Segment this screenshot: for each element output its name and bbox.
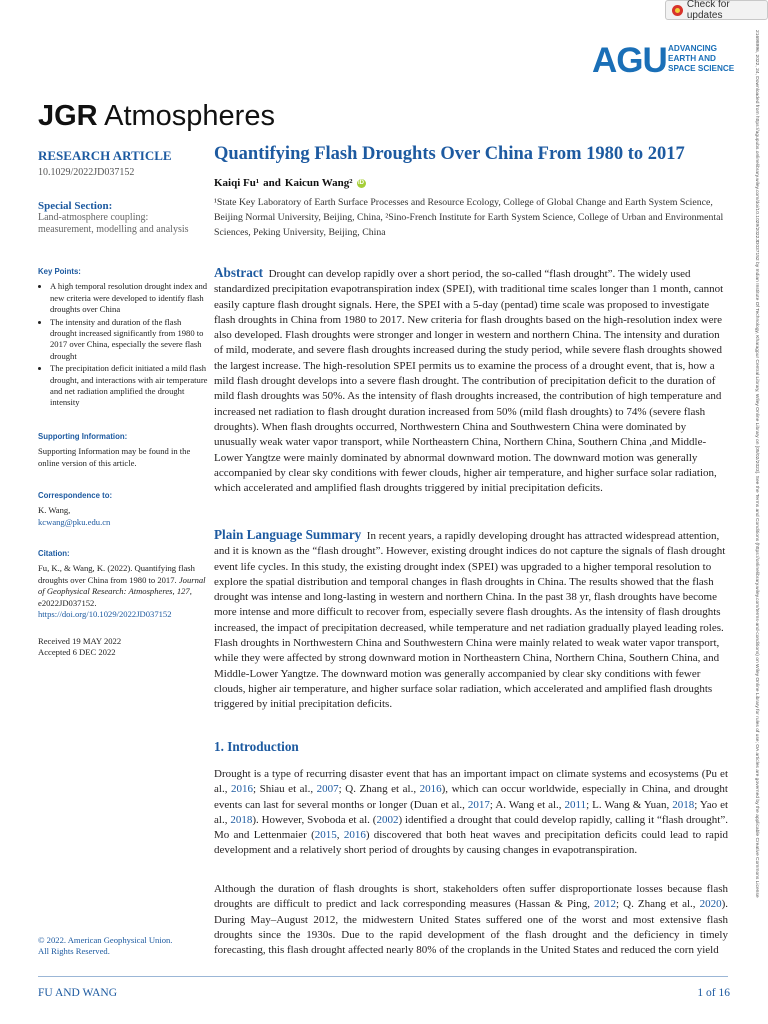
- intro-paragraph-1: [214, 767, 728, 859]
- paragraph-text: ; Q. Zhang et al.,: [338, 783, 420, 796]
- orcid-icon[interactable]: iD: [358, 180, 365, 186]
- paragraph-text: Although the duration of flash droughts is short, stakeholders often suffer disproportionate losses because flash droughts are difficult to predict and lack corresponding measures (Hassan & Ping,: [214, 883, 728, 911]
- citation-year-link[interactable]: 2012: [594, 898, 617, 911]
- paragraph-text: ; Yao et al.,: [214, 798, 729, 826]
- paragraph-text: ), which can occur worldwide, especially in China, and drought events can last for several months or longer (Duan et al.,: [214, 783, 728, 811]
- copyright-line: © 2022. American Geophysical Union.: [38, 935, 173, 945]
- paragraph-text: ) discovered that both heat waves and precipitation deficits could lead to rapid development and a relatively short period of droughts by causing changes in evapotranspiration.: [214, 829, 728, 857]
- citation: [38, 548, 210, 620]
- paragraph-text: ). During May–August 2012, the midwestern United States suffered one of the worst and most extensive flash droughts since the 1930s. Due to the rapid development of the flash drought and the deficiency in timely forecasting, this flash drought affected nearly 80% of the croplands in the United States and reduced the corn yield: [214, 898, 728, 957]
- intro-paragraph-2: [214, 882, 728, 958]
- correspondence-heading: Correspondence to:: [38, 491, 113, 500]
- citation-year-link[interactable]: 2016: [343, 829, 366, 842]
- journal-name: [38, 96, 275, 136]
- paragraph-text: ) identified a drought that could develop rapidly, calling it “flash drought”. Mo and Lettenmaier (: [214, 813, 728, 842]
- key-points-heading: Key Points:: [38, 267, 81, 276]
- citation-year-link[interactable]: 2011: [564, 798, 587, 811]
- introduction-heading: 1. Introduction: [214, 739, 299, 754]
- pls-heading: Plain Language Summary: [214, 527, 362, 542]
- paragraph-text: ; A. Wang et al.,: [489, 798, 565, 811]
- citation-doi-link[interactable]: https://doi.org/10.1029/2022JD037152: [38, 609, 172, 620]
- pls-text: In recent years, a rapidly developing drought has attracted widespread attention, and it is known as the “flash drought”. However, existing drought indices do not capture the signals of flash drought event life cycles. In this study, the existing drought index (SPEI) was upgraded to a higher temporal resolution to explore the spatial distribution and temporal changes in flash droughts in China. The results showed that the flash drought was intense and long-lasting in western and northern China. In the past 38 yr, flash droughts have become more intense and more difficult to recover from, especially severe flash droughts. As the intensity of flash droughts increased, the impact of precipitation decreased, while temperature and net radiation gradually played leading roles. Flash droughts in Northwestern China and Southwestern China were mainly related to weak water vapor transport, while they were affected by strong downward motion in Northeastern China, Northern China, Southern China, and Middle-Lower Yangtze. The downward motion was generally accompanied by clear sky conditions with fewer clouds, higher air temperature, and higher surface solar radiation, which accelerated and amplified flash droughts triggered by initial precipitation deficits.: [214, 530, 726, 711]
- citation-year-link[interactable]: 2018: [230, 813, 253, 826]
- dates: [38, 636, 210, 659]
- citation-text: [38, 563, 210, 620]
- citation-year-link[interactable]: 2002: [376, 813, 399, 826]
- plain-language-summary: [214, 527, 728, 713]
- author-list: [214, 177, 366, 189]
- footer-rule: [38, 976, 728, 977]
- citation-year-link[interactable]: 2016: [419, 783, 442, 796]
- agu-sub-line: EARTH AND: [668, 54, 716, 63]
- agu-sub-line: SPACE SCIENCE: [668, 64, 735, 73]
- citation-part: Fu, K., & Wang, K. (2022). Quantifying flash droughts over China from 1980 to 2017.: [38, 563, 195, 585]
- paragraph-text: ; Shiau et al.,: [252, 783, 317, 796]
- citation-volume: 127: [176, 586, 190, 597]
- author-name: Kaicun Wang²: [284, 177, 353, 189]
- check-for-updates-button[interactable]: [665, 0, 768, 20]
- supporting-info: [38, 431, 210, 469]
- copyright: [38, 935, 210, 958]
- key-points: [38, 266, 210, 410]
- citation-part: ,: [172, 586, 177, 597]
- journal-name-bold: JGR: [38, 100, 98, 132]
- special-section-text: Land-atmosphere coupling: measurement, modelling and analysis: [38, 212, 189, 235]
- check-for-updates-label: Check for updates: [686, 0, 730, 21]
- citation-journal: Journal of Geophysical Research: Atmospheres: [38, 574, 206, 597]
- citation-year-link[interactable]: 2018: [672, 798, 695, 811]
- agu-sub-line: ADVANCING: [668, 44, 717, 53]
- agu-logo: AGU: [592, 41, 667, 80]
- page-number: 1 of 16: [697, 987, 730, 999]
- article-type: RESEARCH ARTICLE: [38, 148, 172, 163]
- paragraph-text: ; L. Wang & Yuan,: [586, 798, 673, 811]
- crossmark-icon: [672, 5, 683, 16]
- citation-heading: Citation:: [38, 549, 70, 558]
- author-name: Kaiqi Fu¹: [214, 177, 260, 189]
- abstract-heading: Abstract: [214, 265, 264, 280]
- affiliations: ¹State Key Laboratory of Earth Surface Processes and Resource Ecology, College of Global Change and Earth System Science, Beijing Normal University, Beijing, China, ²Sino-French Institute for Earth System Science, College of Urban and Environmental Sciences, Peking University, Beijing, China: [214, 197, 724, 238]
- paragraph-text: ,: [336, 829, 344, 842]
- abstract-text: Drought can develop rapidly over a short period, the so-called “flash drought”. The widely used standardized precipitation evapotranspiration index (SPEI), with traditional time scales longer than 1 month, cannot easily capture flash drought signals. Here, the SPEI with a 5-day (pentad) time scale was proposed to investigate flash droughts in China from 1980 to 2017. New criteria for flash droughts based on the high-resolution index were also developed. Flash droughts were stronger and longer in western and northern China. The intensity and duration of mild, moderate, and severe flash droughts increased during the study period, while severe flash droughts showed the largest increase. The high-resolution SPEI permits us to examine the process of a drought event, that is, how a mild flash drought develops into a severe flash drought. The contribution of precipitation deficit to the duration of mild flash droughts was 50%. As the intensity of flash droughts increased, the contribution of high temperature and increased net radiation to flash drought duration increased from 50% (mild flash droughts) to 74% (severe flash droughts). When flash droughts occurred, Northwestern China and Southwestern China were dominated by unusually weak water vapor transport, while Northeastern China, Northern China, Southern China ,and Middle-Lower Yangtze were mainly dominated by abnormal downward motion. The downward motion was generally accompanied by clear sky conditions with fewer clouds, higher air temperature, and higher surface solar radiation, which accelerated and amplified flash droughts triggered by initial precipitation deficits.: [214, 268, 724, 495]
- article-doi: 10.1029/2022JD037152: [38, 167, 135, 178]
- agu-logo-subtitle: [668, 44, 734, 74]
- correspondence-name: K. Wang,: [38, 505, 71, 516]
- correspondence: [38, 490, 210, 528]
- supporting-info-text: Supporting Information may be found in the online version of this article.: [38, 446, 191, 468]
- copyright-line: All Rights Reserved.: [38, 946, 110, 957]
- accepted-date: Accepted 6 DEC 2022: [38, 647, 116, 658]
- citation-year-link[interactable]: 2016: [230, 783, 253, 796]
- author-conjunction: and: [263, 177, 281, 189]
- citation-year-link[interactable]: 2020: [699, 898, 722, 911]
- citation-part: , e2022JD037152.: [38, 586, 192, 608]
- special-section-heading: Special Section:: [38, 200, 113, 212]
- footer-authors: FU AND WANG: [38, 987, 118, 999]
- key-point: • The intensity and duration of the flash drought increased significantly from 1980 to 2017 over China, especially the severe flash drought: [50, 317, 210, 363]
- correspondence-email-link[interactable]: kcwang@pku.edu.cn: [38, 516, 111, 527]
- key-point: • A high temporal resolution drought index and new criteria were developed to identify flash droughts over China: [50, 281, 210, 315]
- received-date: Received 19 MAY 2022: [38, 636, 122, 646]
- citation-year-link[interactable]: 2017: [467, 798, 490, 811]
- abstract: [214, 265, 728, 496]
- download-notice-text: 21698996, 2022, 24, Downloaded from https://agupubs.onlinelibrary.wiley.com/doi/10.1029/2022JD037152 by Indian Institute Of Technology, Kharagpur Central Library, Wiley Online Library on [05/02/2023]. See the Terms and Conditions (https://onlinelibrary.wiley.com/terms-and-conditions) on Wiley Online Library for rules of use; OA articles are governed by the applicable Creative Commons License: [754, 30, 759, 898]
- citation-year-link[interactable]: 2015: [314, 829, 337, 842]
- article-title: Quantifying Flash Droughts Over China From 1980 to 2017: [214, 144, 685, 164]
- journal-name-rest: Atmospheres: [97, 100, 275, 132]
- paragraph-text: ). However, Svoboda et al. (: [252, 813, 377, 826]
- paragraph-text: ; Q. Zhang et al.,: [616, 898, 700, 911]
- key-point: • The precipitation deficit initiated a mild flash drought, and interactions with air temperature and net radiation amplified the drought intensity: [50, 363, 210, 409]
- download-notice: [747, 30, 761, 980]
- paragraph-text: Drought is a type of recurring disaster event that has an important impact on climate systems and ecosystems (Pu et al.,: [214, 768, 728, 796]
- supporting-info-heading: Supporting Information:: [38, 432, 128, 441]
- citation-year-link[interactable]: 2007: [316, 783, 339, 796]
